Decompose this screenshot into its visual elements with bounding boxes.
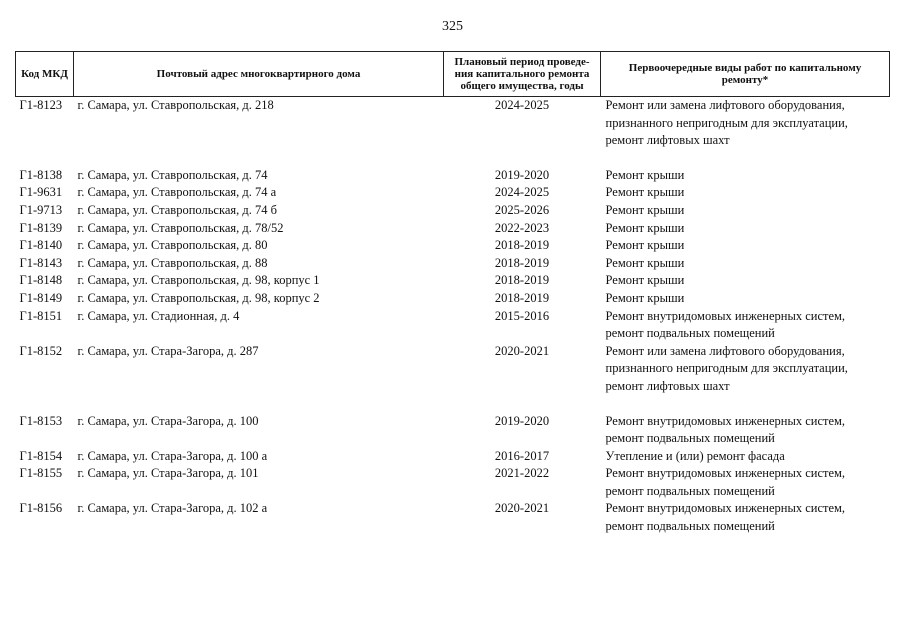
row-works (601, 413, 890, 448)
table-row (16, 290, 890, 308)
work-line: Ремонт или замена лифтового оборудования, (605, 98, 845, 112)
table-row (16, 413, 890, 448)
work-line: Ремонт крыши (605, 185, 685, 200)
row-works (601, 184, 890, 202)
row-period: 2021-2022 (494, 466, 550, 481)
table-row (16, 184, 890, 202)
row-address: г. Самара, ул. Ставропольская, д. 88 (77, 255, 268, 270)
row-period: 2020-2021 (494, 501, 550, 516)
row-address: г. Самара, ул. Ставропольская, д. 78/52 (77, 220, 284, 235)
row-code: Г1-8149 (19, 290, 63, 305)
work-line: Ремонт внутридомовых инженерных систем, (605, 308, 846, 323)
row-address: г. Самара, ул. Ставропольская, д. 98, корпус 1 (77, 273, 320, 288)
row-address: г. Самара, ул. Ставропольская, д. 74 (77, 167, 268, 182)
row-works (601, 255, 890, 273)
work-line: ремонт подвальных помещений (605, 483, 775, 498)
row-period: 2025-2026 (494, 202, 550, 217)
row-address: г. Самара, ул. Стара-Загора, д. 100 а (77, 448, 268, 463)
row-code: Г1-8143 (19, 255, 63, 270)
row-works (601, 167, 890, 185)
row-code: Г1-9631 (19, 185, 63, 200)
work-line: ремонт подвальных помещений (605, 326, 775, 341)
row-works (601, 343, 890, 413)
work-line: Ремонт крыши (605, 238, 685, 253)
header-code: Код МКД (16, 52, 74, 97)
row-period: 2024-2025 (494, 98, 550, 112)
row-works (601, 308, 890, 343)
row-period: 2018-2019 (494, 255, 550, 270)
table-row (16, 500, 890, 535)
row-address: г. Самара, ул. Стара-Загора, д. 287 (77, 343, 259, 358)
row-address: г. Самара, ул. Стара-Загора, д. 101 (77, 466, 259, 481)
work-line: Ремонт крыши (605, 202, 685, 217)
row-code: Г1-8156 (19, 501, 63, 516)
work-line: Ремонт внутридомовых инженерных систем, (605, 501, 846, 516)
header-row (16, 52, 890, 97)
row-code: Г1-8140 (19, 238, 63, 253)
row-code: Г1-8151 (19, 308, 63, 323)
work-line: Ремонт крыши (605, 220, 685, 235)
table-row (16, 465, 890, 500)
table-row (16, 308, 890, 343)
header-period: Плановый период проведе-ния капитального ремонта общего имущества, годы (444, 52, 601, 97)
row-works (601, 97, 890, 167)
row-period: 2018-2019 (494, 290, 550, 305)
row-address: г. Самара, ул. Ставропольская, д. 74 б (77, 202, 277, 217)
row-works (601, 465, 890, 500)
row-address: г. Самара, ул. Ставропольская, д. 80 (77, 238, 268, 253)
row-code: Г1-8139 (19, 220, 63, 235)
row-works (601, 448, 890, 466)
work-line: ремонт подвальных помещений (605, 519, 775, 534)
table-row (16, 448, 890, 466)
row-code: Г1-8153 (19, 413, 63, 428)
row-address: г. Самара, ул. Ставропольская, д. 218 (77, 98, 274, 112)
table-row (16, 97, 890, 167)
table-row (16, 272, 890, 290)
work-line: признанного непригодным для эксплуатации, (605, 361, 848, 376)
work-line: ремонт лифтовых шахт (605, 378, 730, 393)
row-works (601, 272, 890, 290)
table-row (16, 255, 890, 273)
table-header (16, 52, 890, 97)
row-code: Г1-9713 (19, 202, 63, 217)
work-line: ремонт подвальных помещений (605, 431, 775, 446)
row-period: 2018-2019 (494, 238, 550, 253)
row-code: Г1-8138 (19, 167, 63, 182)
row-address: г. Самара, ул. Ставропольская, д. 74 а (77, 185, 277, 200)
row-period: 2020-2021 (494, 343, 550, 358)
row-works (601, 290, 890, 308)
work-line: Ремонт крыши (605, 273, 685, 288)
row-period: 2016-2017 (494, 448, 550, 463)
row-address: г. Самара, ул. Стара-Загора, д. 100 (77, 413, 259, 428)
row-period: 2015-2016 (494, 308, 550, 323)
capital-repair-table (15, 51, 890, 536)
work-line: Ремонт крыши (605, 167, 685, 182)
work-line: Ремонт крыши (605, 290, 685, 305)
table-row (16, 343, 890, 413)
work-line: Ремонт внутридомовых инженерных систем, (605, 413, 846, 428)
row-works (601, 220, 890, 238)
work-line: Утепление и (или) ремонт фасада (605, 448, 785, 463)
work-line: признанного непригодным для эксплуатации, (605, 115, 848, 130)
row-period: 2018-2019 (494, 273, 550, 288)
row-code: Г1-8155 (19, 466, 63, 481)
row-code: Г1-8154 (19, 448, 63, 463)
header-works: Первоочередные виды работ по капитальному ремонту* (601, 52, 890, 97)
page-number: 325 (442, 19, 463, 34)
row-address: г. Самара, ул. Стара-Загора, д. 102 а (77, 501, 268, 516)
work-line: Ремонт крыши (605, 255, 685, 270)
row-works (601, 500, 890, 535)
row-period: 2024-2025 (494, 185, 550, 200)
work-line: ремонт лифтовых шахт (605, 133, 730, 148)
row-works (601, 237, 890, 255)
table-row (16, 202, 890, 220)
table-body (16, 97, 890, 536)
row-code: Г1-8152 (19, 343, 63, 358)
row-period: 2022-2023 (494, 220, 550, 235)
row-period: 2019-2020 (494, 413, 550, 428)
row-code: Г1-8123 (19, 98, 63, 112)
table-row (16, 167, 890, 185)
table-row (16, 220, 890, 238)
header-address: Почтовый адрес многоквартирного дома (74, 52, 444, 97)
row-address: г. Самара, ул. Ставропольская, д. 98, корпус 2 (77, 290, 320, 305)
row-code: Г1-8148 (19, 273, 63, 288)
row-address: г. Самара, ул. Стадионная, д. 4 (77, 308, 240, 323)
row-period: 2019-2020 (494, 167, 550, 182)
row-works (601, 202, 890, 220)
work-line: Ремонт внутридомовых инженерных систем, (605, 466, 846, 481)
work-line: Ремонт или замена лифтового оборудования, (605, 343, 845, 358)
table-row (16, 237, 890, 255)
